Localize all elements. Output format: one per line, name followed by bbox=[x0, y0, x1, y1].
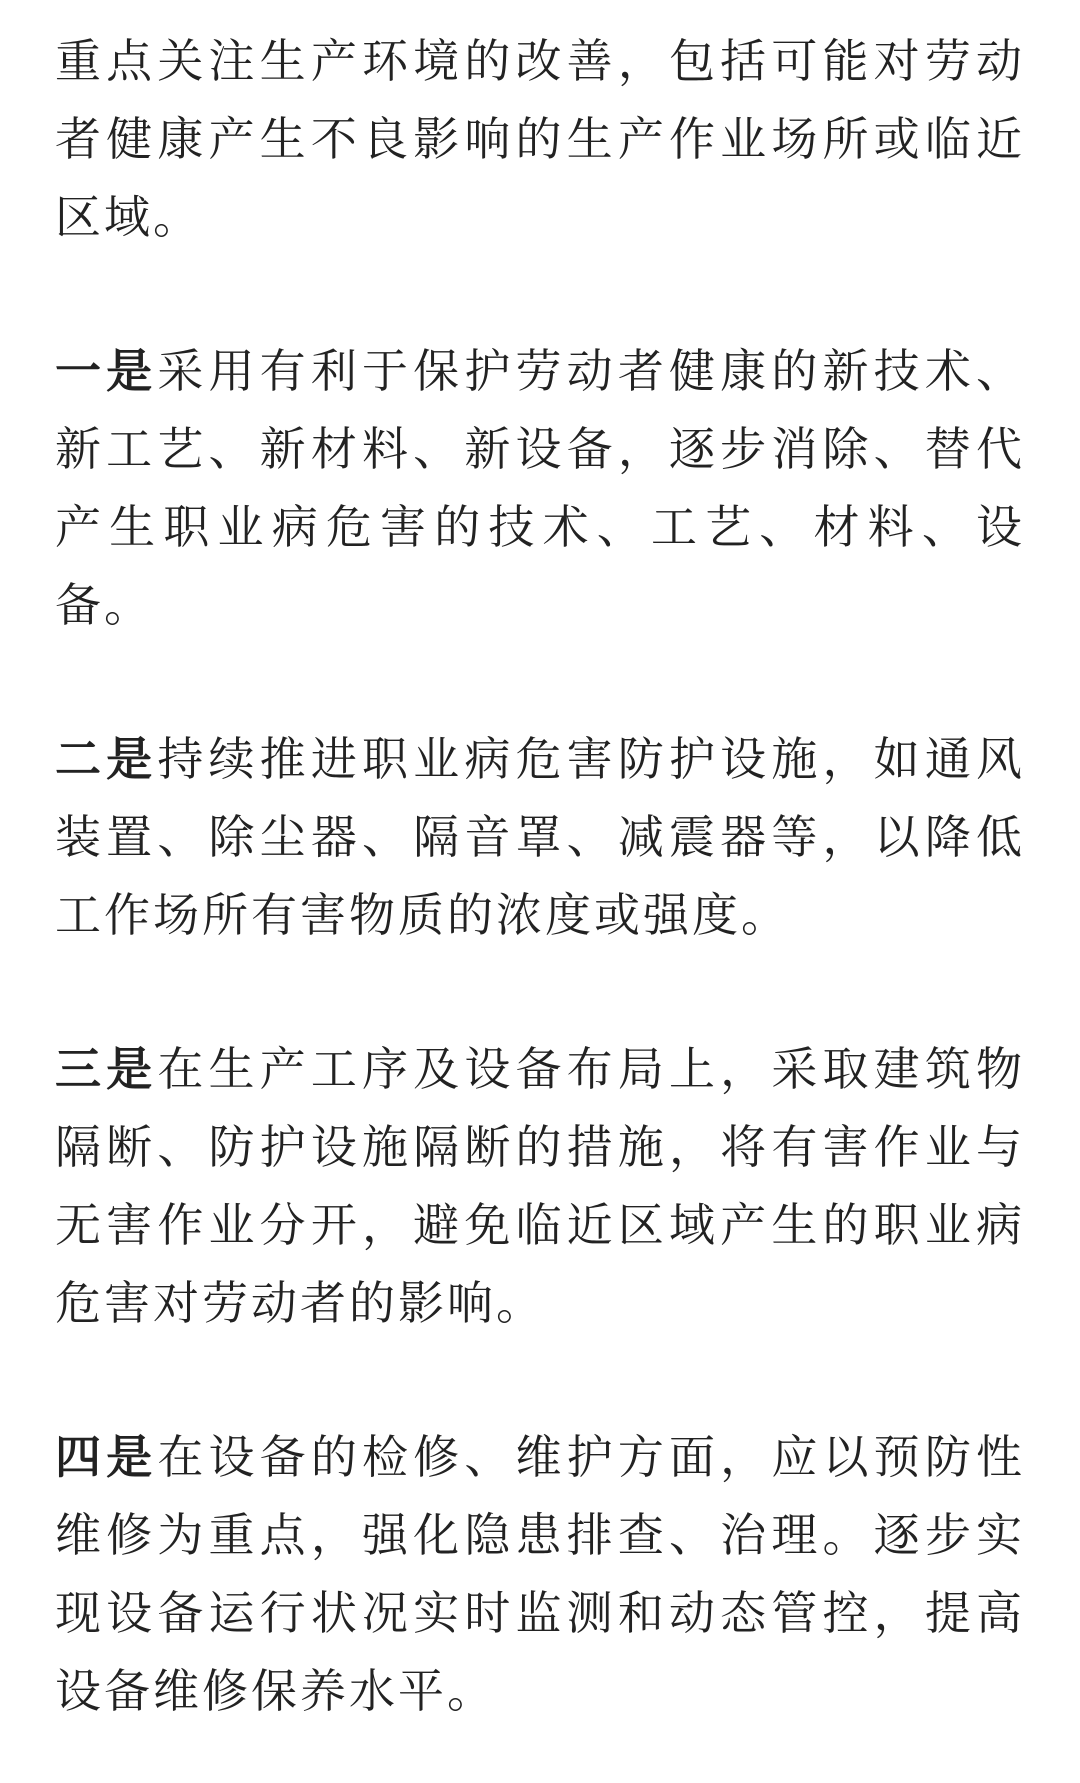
intro-paragraph bbox=[55, 22, 1025, 256]
intro-text: 重点关注生产环境的改善，包括可能对劳动者健康产生不良影响的生产作业场所或临近区域。 bbox=[55, 34, 1025, 244]
measure-paragraph-3 bbox=[55, 1030, 1025, 1342]
measure-1-text: 采用有利于保护劳动者健康的新技术、新工艺、新材料、新设备，逐步消除、替代产生职业病危害的技术、工艺、材料、设备。 bbox=[55, 344, 1026, 632]
measure-4-text: 在设备的检修、维护方面，应以预防性维修为重点，强化隐患排查、治理。逐步实现设备运行状况实时监测和动态管控，提高设备维修保养水平。 bbox=[55, 1430, 1026, 1718]
measure-2-lead: 二是 bbox=[55, 732, 158, 786]
measure-paragraph-4 bbox=[55, 1418, 1025, 1730]
measure-3-lead: 三是 bbox=[55, 1042, 158, 1096]
measure-paragraph-1 bbox=[55, 332, 1025, 644]
measure-paragraph-2 bbox=[55, 720, 1025, 954]
measure-1-lead: 一是 bbox=[55, 344, 158, 398]
measure-4-lead: 四是 bbox=[55, 1430, 158, 1484]
measure-2-text: 持续推进职业病危害防护设施，如通风装置、除尘器、隔音罩、减震器等，以降低工作场所有害物质的浓度或强度。 bbox=[55, 732, 1026, 942]
measure-3-text: 在生产工序及设备布局上，采取建筑物隔断、防护设施隔断的措施，将有害作业与无害作业分开，避免临近区域产生的职业病危害对劳动者的影响。 bbox=[55, 1042, 1026, 1330]
